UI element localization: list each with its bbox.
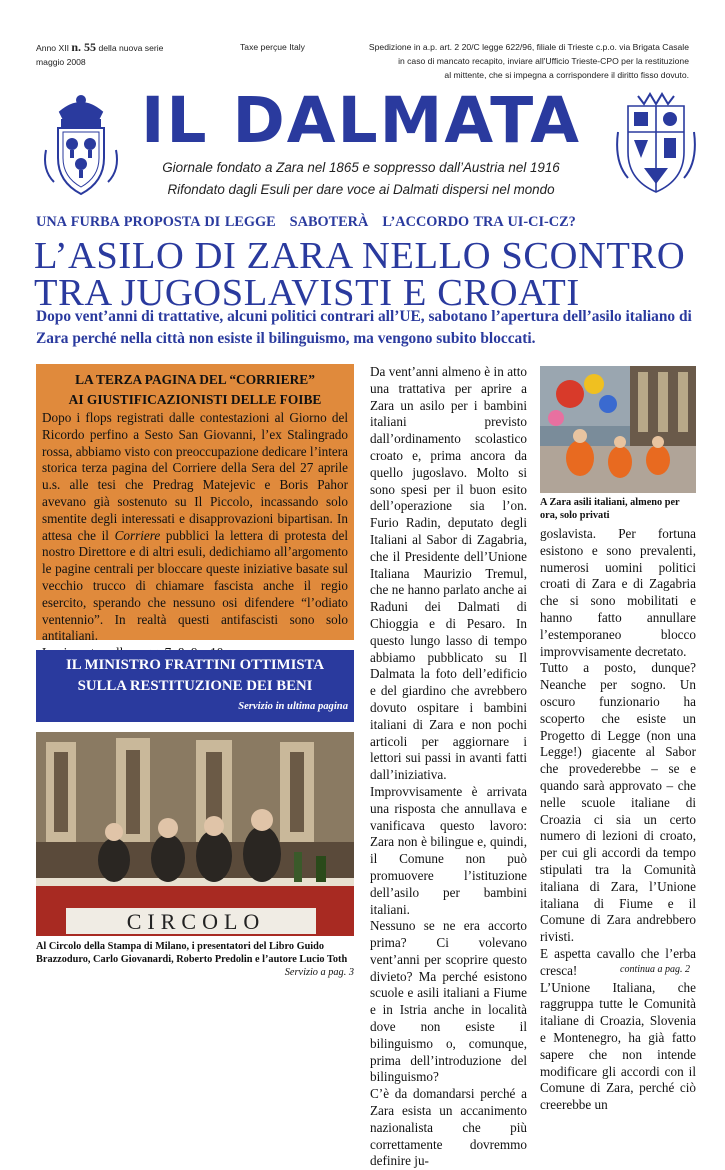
headline-line-2: TRA JUGOSLAVISTI E CROATI xyxy=(34,272,580,314)
shipping-note xyxy=(369,40,689,82)
frattini-heading-1: IL MINISTRO FRATTINI OTTIMISTA xyxy=(65,657,325,673)
kicker-part-3: L’ACCORDO TRA UI-CI-CZ? xyxy=(382,214,576,230)
article-column-3 xyxy=(540,526,696,1114)
crest-icon xyxy=(40,90,122,200)
masthead-title: IL DALMATA xyxy=(140,84,582,157)
shipping-line-1: Spedizione in a.p. art. 2 20/C legge 622/96, filiale di Trieste c.p.o. via Brigata Casale xyxy=(368,42,689,52)
corriere-box xyxy=(36,364,354,644)
issue-prefix: Anno XII xyxy=(36,43,69,53)
frattini-service-link[interactable]: Servizio in ultima pagina xyxy=(238,701,348,712)
corriere-heading-1: LA TERZA PAGINA DEL “CORRIERE” xyxy=(75,372,315,387)
kicker-part-1: UNA FURBA PROPOSTA DI LEGGE xyxy=(36,214,276,230)
issue-number: n. 55 xyxy=(71,40,97,54)
issue-info xyxy=(36,40,163,69)
masthead-subtitle-1: Giornale fondato a Zara nel 1865 e soppresso dall’Austria nel 1916 xyxy=(162,160,560,175)
circolo-caption: Al Circolo della Stampa di Milano, i presentatori del Libro Guido Brazzoduro, Carlo Giovanardi, Roberto Predolin e l’autore Lucio Toth Servizio a pag. 3 xyxy=(36,941,354,978)
article-col3-paragraph-1: goslavista. Per fortuna esistono e sono prevalenti, numerosi uomini politici croati di Zara e di Zagabria che si sono mobilitati e hanno fatto annullare l’estemporaneo blocco improvvisamente decretato. xyxy=(540,526,696,659)
article-col2-paragraph-3: C’è da domandarsi perché a Zara esista un accanimento nazionalista che più correttamente dovremmo definire ju- xyxy=(370,1086,527,1169)
asili-photo xyxy=(540,366,696,493)
masthead-subtitle-2: Rifondato dagli Esuli per dare voce ai Dalmati dispersi nel mondo xyxy=(167,182,555,197)
circolo-service-link[interactable]: Servizio a pag. 3 xyxy=(284,967,354,978)
asili-caption: A Zara asili italiani, almeno per ora, solo privati xyxy=(540,497,680,521)
coat-of-arms-icon xyxy=(614,92,698,202)
frattini-box xyxy=(36,650,354,722)
kicker-part-2: SABOTERÀ xyxy=(289,214,369,230)
corriere-em: Corriere xyxy=(114,527,161,543)
article-col3-paragraph-3: E aspetta cavallo che l’erba cresca! xyxy=(540,945,696,978)
article-col3-paragraph-4: L’Unione Italiana, che raggruppa tutte le Comunità italiane di Croazia, Slovenia e Montenegro, ha già fatto sapere che non intende modificare gli accordi con il Comune di Zara, perché ciò creerebbe un xyxy=(540,979,696,1113)
article-col3-paragraph-2: Tutto a posto, dunque? Neanche per sogno. Un oscuro funzionario ha scoperto che esiste un Progetto di Legge (non una Legge!) giacente al Sabor che provederebbe – se e quando sarà approvato – che nelle scuole italiane di Croazia ci sia un certo numero di lezioni di croato, per cui gli accordi da tempo stipulati tra la Comunità italiana di Zara, l’Unione italiana di Fiume e il Comune di Zara andrebbero rivisti. xyxy=(540,660,696,945)
article-col2-paragraph-1: Da vent’anni almeno è in atto una trattativa per aprire a Zara un asilo per i bambini italiani previsto dall’ordinamento scolastico croato e, prima ancora da quello jugoslavo. Molto si sono spesi per il buon esito dell’operazione sia l’on. Furio Radin, deputato degli Italiani al Sabor di Zagabria, che il Presidente dell’Unione Italiana Maurizio Tremul, che ne hanno parlato anche ai Raduni dei Dalmati di Chioggia e di Pesaro. In questo lungo lasso di tempo abbiamo pubblicato su Il Dalmata la foto dell’edificio e del giardino che avrebbero dovuto ospitare i bambini italiani di Zara e non pochi articoli per aggiornare i lettori sui passi in avanti fatti dall’iniziativa. Improvvisamente è arrivata una risposta che annullava e vanificava questo lavoro: Zara non è bilingue e, quindi, il Comune non può promuovere l’istituzione dell’asilo per bambini italiani. xyxy=(370,364,527,917)
issue-suffix: della nuova serie xyxy=(98,43,164,53)
corriere-heading-2: AI GIUSTIFICAZIONISTI DELLE FOIBE xyxy=(68,392,322,407)
article-column-2 xyxy=(370,364,527,1170)
lead-standfirst: Dopo vent’anni di trattative, alcuni politici contrari all’UE, sabotano l’apertura dell’asilo italiano di Zara perché nella città non esiste il bilinguismo, ma vengono subito bloccati. xyxy=(36,308,692,347)
continua-link[interactable]: continua a pag. 2 xyxy=(620,964,690,975)
frattini-heading-2: SULLA RESTITUZIONE DEI BENI xyxy=(77,678,313,694)
circolo-photo xyxy=(36,732,354,936)
lead-kicker xyxy=(36,214,691,231)
tax-note: Taxe perçue Italy xyxy=(240,42,305,52)
circolo-banner: CIRCOLO xyxy=(126,909,266,934)
corriere-text: Dopo i flops registrati dalle contestazioni al Giorno del Ricordo perfino a Sesto San Giovanni, l’ex Stalingrado rossa, abbiamo visto con preoccupazione dedicare l’intera storica terza pagina del Corriere della Sera del 27 aprile u.s. alle tesi che Predrag Matejevic e Boris Pahor avevano già sostenuto su Il Piccolo, incassando solo smentite degli interessati e disapprovazioni bipartisan. In attesa che il Corriere pubblici la lettera di protesta del nostro Direttore e di altri esuli, dedichiamo all’argomento le pagine centrali per bloccare queste iniziative basate sul vecchio trucco di chiamare fascista anche il regio esercito, sperando che nessuno osi difendere “l’odiato ventennio”. In realtà questi antifascisti sono solo antitaliani. xyxy=(42,410,348,644)
headline-line-1: L’ASILO DI ZARA NELLO SCONTRO xyxy=(34,235,686,277)
issue-date: maggio 2008 xyxy=(36,57,86,67)
shipping-line-2: in caso di mancato recapito, inviare all'Ufficio Trieste-CPO per la restituzione xyxy=(398,56,689,66)
shipping-line-3: al mittente, che si impegna a corrispondere il diritto fisso dovuto. xyxy=(444,70,689,80)
article-col2-paragraph-2: Nessuno se ne era accorto prima? Ci volevano vent’anni per scoprire questo divieto? Ma perché esistono scuole e asili italiani a Fiume e in Istria anche in località dove non esiste il bilinguismo o, comunque, prima dell’introduzione del bilinguismo? xyxy=(370,918,527,1085)
